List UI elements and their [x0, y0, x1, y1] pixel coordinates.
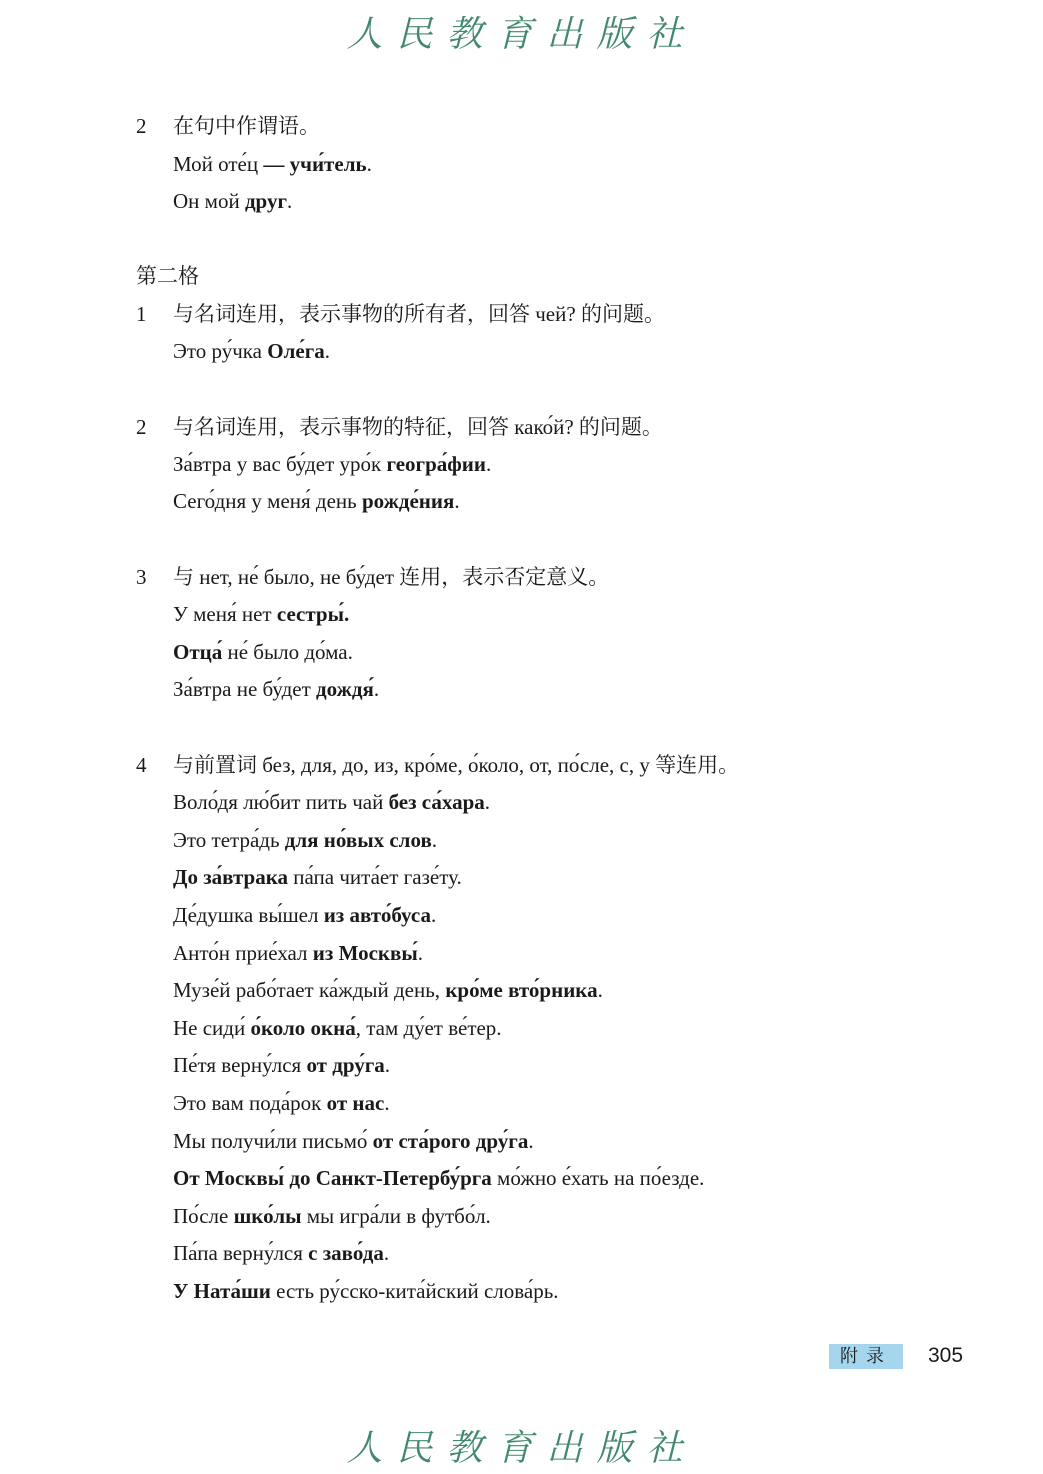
item-number: 2 [136, 114, 147, 138]
bold-phrase: сестры́. [276, 602, 350, 626]
plain-text: Это тетра́дь [173, 828, 285, 852]
plain-text: . [486, 452, 492, 476]
bold-phrase: У Ната́ши [173, 1279, 271, 1303]
example-sentence [173, 939, 423, 967]
bold-phrase: рожде́ния [361, 489, 455, 513]
plain-text: . [324, 339, 330, 363]
plain-text: . [484, 790, 491, 814]
plain-text: . [430, 903, 437, 927]
bold-phrase: дождя́ [316, 677, 374, 701]
bold-phrase: из авто́буса [323, 903, 431, 927]
plain-text: . [431, 828, 438, 852]
plain-text: есть ру́сско-кита́йский слова́рь. [270, 1279, 559, 1303]
example-sentence [173, 1127, 534, 1155]
example-sentence [173, 1164, 704, 1192]
bold-phrase: шко́лы [233, 1204, 302, 1228]
plain-text: . [597, 978, 603, 1002]
example-sentence [173, 450, 491, 478]
plain-text: не́ было до́ма. [222, 640, 353, 664]
plain-text: Сего́дня у меня́ день [173, 489, 362, 513]
plain-text: . [366, 152, 372, 176]
example-sentence [173, 788, 490, 816]
plain-text: Не сиди́ [173, 1016, 251, 1040]
plain-text: . [383, 1241, 390, 1265]
publisher-watermark-top: 人民教育出版社 [346, 14, 697, 55]
plain-text: Мы получи́ли письмо́ [173, 1129, 373, 1153]
bold-phrase: о́коло окна́ [250, 1016, 356, 1040]
plain-text: мы игра́ли в футбо́л. [301, 1204, 491, 1228]
example-sentence [173, 187, 292, 215]
item-heading: 在句中作谓语。 [173, 114, 320, 138]
example-sentence [173, 1202, 491, 1230]
plain-text: . [373, 677, 380, 701]
plain-text: Музе́й рабо́тает ка́ждый день, [173, 978, 446, 1002]
example-sentence [173, 600, 349, 628]
item-number: 2 [136, 415, 147, 439]
plain-text: . [454, 489, 460, 513]
appendix-tag: 附录 [829, 1344, 903, 1369]
bold-phrase: для но́вых слов [284, 828, 432, 852]
example-sentence [173, 1089, 390, 1117]
bold-phrase: кро́ме вто́рника [445, 978, 598, 1002]
example-sentence [173, 1277, 559, 1305]
bold-phrase: от нас [326, 1091, 385, 1115]
bold-phrase: геогра́фии [386, 452, 486, 476]
plain-text: Это ру́чка [173, 339, 268, 363]
item-number: 4 [136, 753, 147, 777]
example-sentence [173, 675, 379, 703]
bold-phrase: — учи́тель [263, 152, 367, 176]
bold-phrase: Отца́ [173, 640, 223, 664]
plain-text: . [417, 941, 424, 965]
plain-text: Де́душка вы́шел [173, 903, 324, 927]
bold-phrase: друг [244, 189, 287, 213]
plain-text: Он мой [173, 189, 245, 213]
plain-text: па́па чита́ет газе́ту. [288, 865, 462, 889]
plain-text: Воло́дя лю́бит пить чай [173, 790, 389, 814]
publisher-watermark-bottom: 人民教育出版社 [346, 1428, 697, 1469]
example-sentence [173, 337, 330, 365]
bold-phrase: от дру́га [306, 1053, 385, 1077]
plain-text: За́втра не бу́дет [173, 677, 317, 701]
plain-text: Анто́н прие́хал [173, 941, 313, 965]
plain-text: . [384, 1053, 391, 1077]
example-sentence [173, 1051, 390, 1079]
plain-text: , там ду́ет ве́тер. [355, 1016, 502, 1040]
item-heading: 与名词连用，表示事物的所有者，回答 чей? 的问题。 [173, 302, 665, 326]
page-number: 305 [928, 1344, 964, 1367]
bold-phrase: с заво́да [308, 1241, 384, 1265]
item-heading: 与名词连用，表示事物的特征，回答 како́й? 的问题。 [173, 415, 663, 439]
plain-text: За́втра у вас бу́дет уро́к [173, 452, 387, 476]
plain-text: . [528, 1129, 534, 1153]
plain-text: Па́па верну́лся [173, 1241, 309, 1265]
example-sentence [173, 1239, 389, 1267]
bold-phrase: без са́хара [388, 790, 485, 814]
example-sentence [173, 863, 462, 891]
example-sentence [173, 976, 603, 1004]
plain-text: По́сле [173, 1204, 234, 1228]
plain-text: . [384, 1091, 390, 1115]
example-sentence [173, 1014, 502, 1042]
example-sentence [173, 826, 437, 854]
example-sentence [173, 638, 353, 666]
item-number: 3 [136, 565, 147, 589]
plain-text: Мой оте́ц [173, 152, 264, 176]
bold-phrase: От Москвы́ до Санкт-Петербу́рга [173, 1166, 492, 1190]
bold-phrase: До за́втрака [173, 865, 288, 889]
item-number: 1 [136, 302, 147, 326]
item-heading: 与前置词 без, для, до, из, кро́ме, о́коло, от, по́сле, с, у 等连用。 [173, 753, 740, 777]
bold-phrase: из Москвы́ [312, 941, 418, 965]
bold-phrase: от ста́рого дру́га [372, 1129, 529, 1153]
plain-text: Пе́тя верну́лся [173, 1053, 307, 1077]
bold-phrase: Оле́га [267, 339, 325, 363]
plain-text: Это вам пода́рок [173, 1091, 327, 1115]
plain-text: . [287, 189, 293, 213]
example-sentence [173, 150, 372, 178]
item-heading: 与 нет, не́ было, не бу́дет 连用，表示否定意义。 [173, 565, 610, 589]
section-title: 第二格 [136, 264, 199, 288]
example-sentence [173, 901, 436, 929]
plain-text: У меня́ нет [173, 602, 277, 626]
plain-text: мо́жно е́хать на по́езде. [491, 1166, 705, 1190]
example-sentence [173, 487, 460, 515]
